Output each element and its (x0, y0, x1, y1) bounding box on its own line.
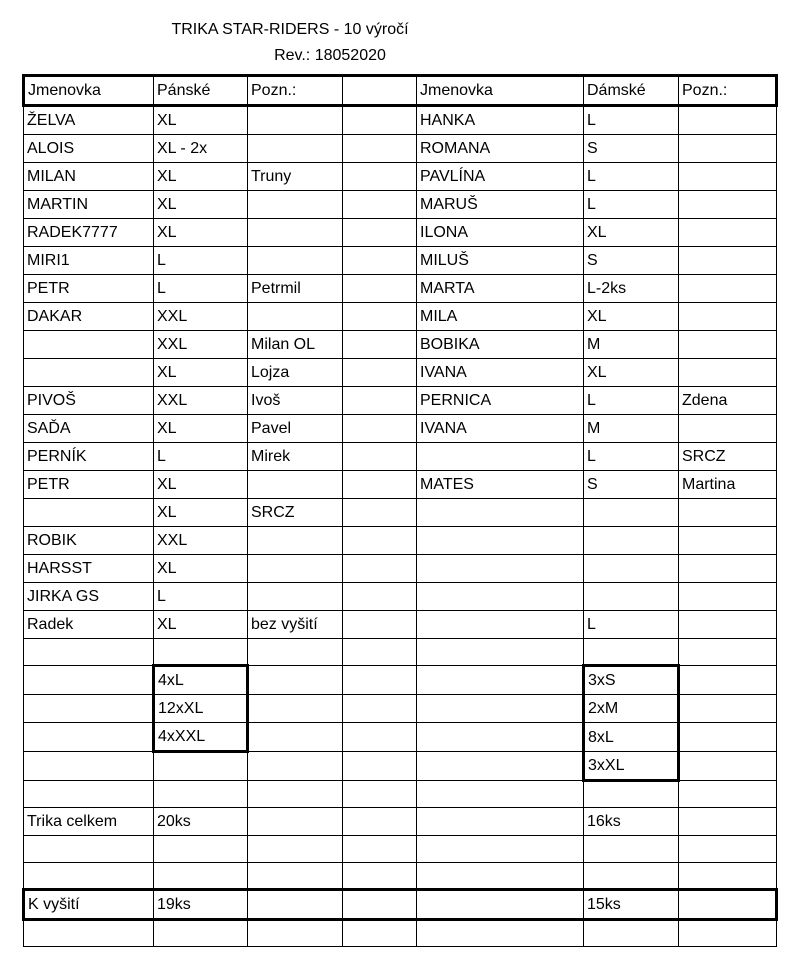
women-name-cell: MATES (417, 471, 584, 499)
women-size-cell: L (584, 163, 679, 191)
women-note-cell (679, 415, 777, 443)
women-note-cell (679, 303, 777, 331)
table-row (24, 499, 777, 527)
men-size-cell: XL (154, 106, 248, 135)
men-name-cell (24, 836, 154, 863)
spacer-cell (343, 135, 417, 163)
spacer-cell (343, 808, 417, 836)
men-size-cell: 4xL (154, 666, 248, 695)
women-name-cell (417, 555, 584, 583)
women-size-cell: XL (584, 303, 679, 331)
men-name-cell (24, 499, 154, 527)
men-size-cell (154, 863, 248, 890)
men-name-cell (24, 359, 154, 387)
women-size-cell: 15ks (584, 890, 679, 920)
women-size-cell: L-2ks (584, 275, 679, 303)
men-size-cell: XL (154, 415, 248, 443)
women-size-cell: Dámské (584, 76, 679, 106)
men-note-cell (248, 135, 343, 163)
women-note-cell (679, 247, 777, 275)
men-note-cell: Truny (248, 163, 343, 191)
women-size-cell: 2xM (584, 695, 679, 723)
women-note-cell (679, 135, 777, 163)
women-note-cell (679, 219, 777, 247)
table-row (24, 695, 777, 723)
spacer-cell (343, 359, 417, 387)
table-row (24, 106, 777, 135)
spacer-cell (343, 920, 417, 947)
men-size-cell: XL (154, 611, 248, 639)
men-note-cell: Mirek (248, 443, 343, 471)
women-note-cell (679, 163, 777, 191)
women-name-cell: IVANA (417, 359, 584, 387)
women-size-cell: XL (584, 359, 679, 387)
men-name-cell: ALOIS (24, 135, 154, 163)
spacer-cell (343, 555, 417, 583)
women-note-cell (679, 695, 777, 723)
women-size-cell: L (584, 443, 679, 471)
women-name-cell: Jmenovka (417, 76, 584, 106)
men-note-cell (248, 836, 343, 863)
women-size-cell (584, 527, 679, 555)
spacer-cell (343, 247, 417, 275)
table-row (24, 611, 777, 639)
women-note-cell (679, 191, 777, 219)
men-note-cell: Pavel (248, 415, 343, 443)
women-note-cell (679, 611, 777, 639)
men-note-cell (248, 247, 343, 275)
women-note-cell (679, 890, 777, 920)
women-note-cell (679, 331, 777, 359)
women-note-cell: Pozn.: (679, 76, 777, 106)
table-row (24, 387, 777, 415)
women-size-cell: 3xXL (584, 752, 679, 781)
men-size-cell: XL (154, 163, 248, 191)
women-size-cell: L (584, 611, 679, 639)
women-size-cell (584, 555, 679, 583)
men-name-cell: Jmenovka (24, 76, 154, 106)
women-name-cell (417, 527, 584, 555)
men-name-cell (24, 781, 154, 808)
men-note-cell (248, 890, 343, 920)
men-size-cell: 4xXXL (154, 723, 248, 752)
spacer-cell (343, 890, 417, 920)
women-size-cell: L (584, 387, 679, 415)
women-name-cell (417, 836, 584, 863)
women-note-cell (679, 808, 777, 836)
men-size-cell: 19ks (154, 890, 248, 920)
table-row (24, 359, 777, 387)
men-size-cell: 12xXL (154, 695, 248, 723)
men-size-cell: XXL (154, 303, 248, 331)
table-row (24, 135, 777, 163)
men-note-cell (248, 219, 343, 247)
women-name-cell: ROMANA (417, 135, 584, 163)
women-name-cell (417, 781, 584, 808)
men-name-cell: Radek (24, 611, 154, 639)
men-size-cell: XL (154, 219, 248, 247)
women-note-cell (679, 920, 777, 947)
spacer-cell (343, 836, 417, 863)
spacer-cell (343, 695, 417, 723)
men-name-cell: HARSST (24, 555, 154, 583)
men-name-cell (24, 639, 154, 666)
men-note-cell (248, 527, 343, 555)
women-name-cell (417, 611, 584, 639)
table-row (24, 331, 777, 359)
spacer-cell (343, 331, 417, 359)
women-name-cell: PAVLÍNA (417, 163, 584, 191)
men-size-cell (154, 920, 248, 947)
spacer-cell (343, 106, 417, 135)
women-note-cell (679, 583, 777, 611)
spacer-cell (343, 666, 417, 695)
women-size-cell: M (584, 331, 679, 359)
women-name-cell (417, 695, 584, 723)
spacer-cell (343, 863, 417, 890)
women-name-cell (417, 583, 584, 611)
men-size-cell: XL (154, 499, 248, 527)
men-note-cell: bez vyšití (248, 611, 343, 639)
men-name-cell: JIRKA GS (24, 583, 154, 611)
women-note-cell (679, 666, 777, 695)
women-note-cell (679, 359, 777, 387)
spacer-cell (343, 499, 417, 527)
men-size-cell: XXL (154, 387, 248, 415)
women-name-cell: PERNICA (417, 387, 584, 415)
women-note-cell (679, 275, 777, 303)
men-size-cell: XL (154, 191, 248, 219)
men-note-cell (248, 920, 343, 947)
shirt-order-table (22, 74, 778, 947)
men-note-cell: Milan OL (248, 331, 343, 359)
women-size-cell: S (584, 247, 679, 275)
table-row (24, 920, 777, 947)
men-name-cell: PERNÍK (24, 443, 154, 471)
table-row (24, 415, 777, 443)
spacer-cell (343, 471, 417, 499)
table-row (24, 808, 777, 836)
women-note-cell: Martina (679, 471, 777, 499)
women-name-cell (417, 752, 584, 781)
spacer-cell (343, 163, 417, 191)
women-size-cell: S (584, 135, 679, 163)
women-note-cell (679, 752, 777, 781)
women-name-cell: MILA (417, 303, 584, 331)
women-note-cell (679, 863, 777, 890)
men-size-cell: XXL (154, 527, 248, 555)
table-row (24, 163, 777, 191)
table-row (24, 303, 777, 331)
table-row (24, 583, 777, 611)
men-name-cell (24, 666, 154, 695)
men-note-cell (248, 191, 343, 219)
men-name-cell: MIRI1 (24, 247, 154, 275)
women-size-cell: L (584, 106, 679, 135)
men-note-cell (248, 695, 343, 723)
men-note-cell (248, 808, 343, 836)
men-size-cell: L (154, 247, 248, 275)
women-name-cell (417, 639, 584, 666)
men-note-cell: SRCZ (248, 499, 343, 527)
men-size-cell (154, 781, 248, 808)
women-note-cell (679, 781, 777, 808)
men-size-cell: L (154, 583, 248, 611)
women-note-cell (679, 499, 777, 527)
women-size-cell (584, 583, 679, 611)
women-size-cell: S (584, 471, 679, 499)
men-size-cell: 20ks (154, 808, 248, 836)
men-note-cell (248, 781, 343, 808)
table-row (24, 443, 777, 471)
men-name-cell: PETR (24, 275, 154, 303)
men-note-cell: Lojza (248, 359, 343, 387)
women-note-cell (679, 723, 777, 752)
women-name-cell: HANKA (417, 106, 584, 135)
spacer-cell (343, 752, 417, 781)
table-row (24, 752, 777, 781)
table-row (24, 836, 777, 863)
women-name-cell: MARTA (417, 275, 584, 303)
women-size-cell (584, 863, 679, 890)
men-note-cell: Petrmil (248, 275, 343, 303)
embroidery-total-row (24, 890, 777, 920)
spacer-cell (343, 415, 417, 443)
table-row (24, 527, 777, 555)
men-note-cell (248, 639, 343, 666)
men-name-cell (24, 331, 154, 359)
men-size-cell: XXL (154, 331, 248, 359)
men-note-cell (248, 863, 343, 890)
spacer-cell (343, 387, 417, 415)
sheet-title: TRIKA STAR-RIDERS - 10 výročí (171, 21, 409, 38)
men-size-cell: L (154, 443, 248, 471)
women-size-cell (584, 920, 679, 947)
women-size-cell: XL (584, 219, 679, 247)
women-name-cell: MARUŠ (417, 191, 584, 219)
women-name-cell (417, 666, 584, 695)
women-name-cell: ILONA (417, 219, 584, 247)
women-name-cell (417, 863, 584, 890)
table-row (24, 666, 777, 695)
table-row (24, 555, 777, 583)
spacer-cell (343, 639, 417, 666)
men-size-cell: XL (154, 359, 248, 387)
men-name-cell: ROBIK (24, 527, 154, 555)
men-size-cell: XL - 2x (154, 135, 248, 163)
spacer-cell (343, 583, 417, 611)
men-note-cell (248, 723, 343, 752)
table-row (24, 863, 777, 890)
spacer-cell (343, 723, 417, 752)
men-size-cell: L (154, 275, 248, 303)
men-name-cell (24, 863, 154, 890)
women-note-cell (679, 106, 777, 135)
men-name-cell: ŽELVA (24, 106, 154, 135)
men-name-cell (24, 723, 154, 752)
table-row (24, 219, 777, 247)
men-name-cell: PIVOŠ (24, 387, 154, 415)
women-note-cell: Zdena (679, 387, 777, 415)
men-note-cell (248, 106, 343, 135)
women-size-cell: 3xS (584, 666, 679, 695)
women-name-cell (417, 920, 584, 947)
table-row (24, 639, 777, 666)
women-note-cell (679, 555, 777, 583)
men-name-cell: Trika celkem (24, 808, 154, 836)
women-name-cell (417, 808, 584, 836)
men-name-cell: RADEK7777 (24, 219, 154, 247)
men-note-cell (248, 583, 343, 611)
men-size-cell: XL (154, 555, 248, 583)
women-size-cell (584, 499, 679, 527)
men-note-cell (248, 666, 343, 695)
women-size-cell: M (584, 415, 679, 443)
header-row (24, 76, 777, 106)
men-size-cell (154, 639, 248, 666)
women-name-cell (417, 890, 584, 920)
men-name-cell (24, 695, 154, 723)
women-size-cell: L (584, 191, 679, 219)
men-name-cell: SAĎA (24, 415, 154, 443)
spacer-cell (343, 76, 417, 106)
spacer-cell (343, 303, 417, 331)
men-note-cell: Pozn.: (248, 76, 343, 106)
men-size-cell (154, 752, 248, 781)
women-name-cell: IVANA (417, 415, 584, 443)
men-name-cell (24, 752, 154, 781)
spacer-cell (343, 781, 417, 808)
men-name-cell: MARTIN (24, 191, 154, 219)
women-size-cell: 16ks (584, 808, 679, 836)
spacer-cell (343, 611, 417, 639)
men-note-cell (248, 752, 343, 781)
women-name-cell: BOBIKA (417, 331, 584, 359)
men-name-cell: PETR (24, 471, 154, 499)
men-note-cell (248, 303, 343, 331)
spacer-cell (343, 443, 417, 471)
men-size-cell (154, 836, 248, 863)
men-name-cell: DAKAR (24, 303, 154, 331)
men-note-cell (248, 555, 343, 583)
women-name-cell (417, 499, 584, 527)
women-note-cell (679, 836, 777, 863)
women-size-cell: 8xL (584, 723, 679, 752)
table-row (24, 471, 777, 499)
men-name-cell: K vyšití (24, 890, 154, 920)
women-note-cell (679, 527, 777, 555)
men-note-cell (248, 471, 343, 499)
spacer-cell (343, 219, 417, 247)
men-name-cell: MILAN (24, 163, 154, 191)
women-note-cell (679, 639, 777, 666)
women-name-cell: MILUŠ (417, 247, 584, 275)
women-name-cell (417, 723, 584, 752)
table-row (24, 275, 777, 303)
table-row (24, 247, 777, 275)
men-name-cell (24, 920, 154, 947)
spacer-cell (343, 191, 417, 219)
table-row (24, 191, 777, 219)
table-row (24, 723, 777, 752)
table-row (24, 781, 777, 808)
women-note-cell: SRCZ (679, 443, 777, 471)
spacer-cell (343, 275, 417, 303)
spacer-cell (343, 527, 417, 555)
men-size-cell: Pánské (154, 76, 248, 106)
women-size-cell (584, 781, 679, 808)
men-note-cell: Ivoš (248, 387, 343, 415)
women-size-cell (584, 836, 679, 863)
women-name-cell (417, 443, 584, 471)
women-size-cell (584, 639, 679, 666)
revision-label: Rev.: 18052020 (274, 47, 386, 64)
men-size-cell: XL (154, 471, 248, 499)
